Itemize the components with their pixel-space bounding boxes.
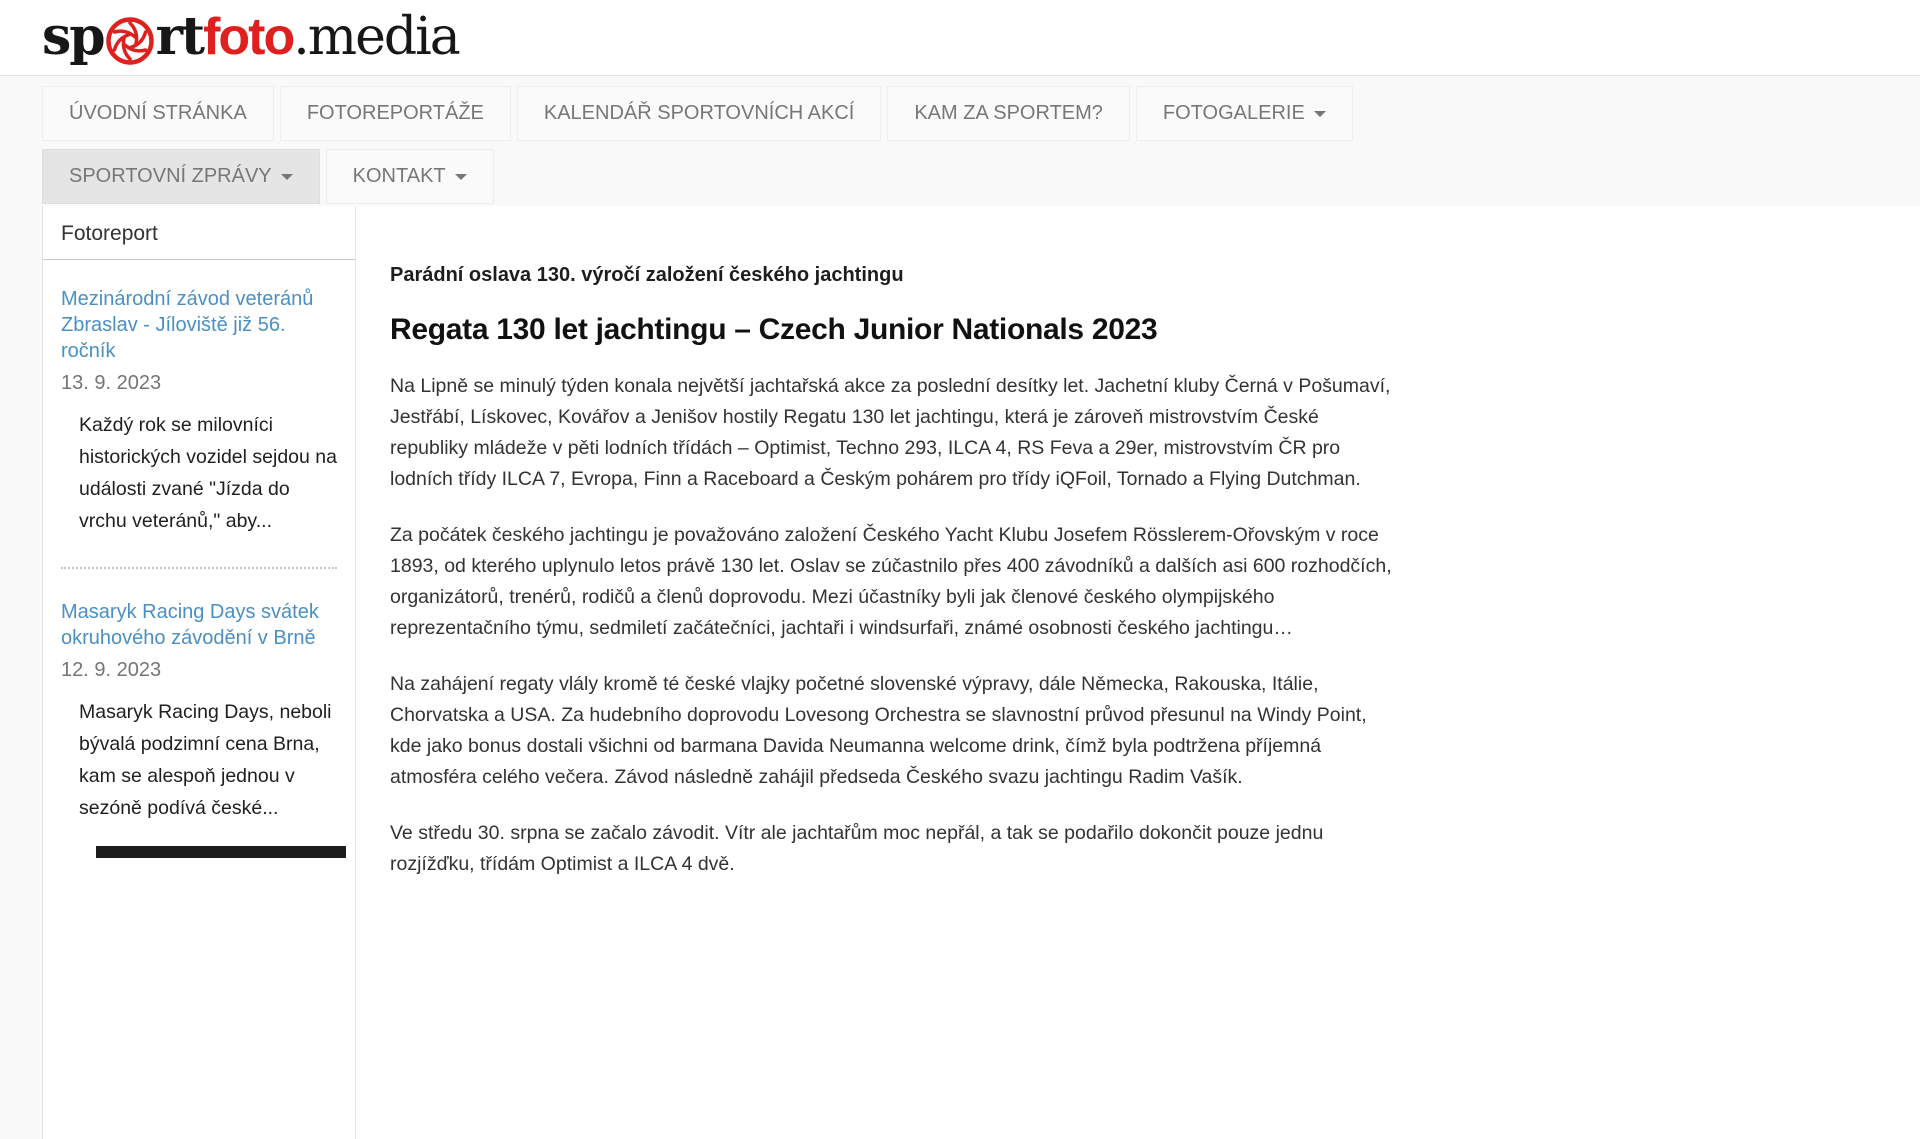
article-paragraph: Na Lipně se minulý týden konala největší jachtařská akce za poslední desítky let. Jachetní kluby Černá v Pošumaví, Jestřábí, Lískovec, Kovářov a Jenišov hostily Regatu 130 let jachtingu, která je zároveň mistrovstvím České republiky mládeže v pěti lodních třídách – Optimist, Techno 293, ILCA 4, RS Feva a 29er, mistrovstvím ČR pro lodních třídy ILCA 7, Evropa, Finn a Raceboard a Českým pohárem pro třídy iQFoil, Tornado a Flying Dutchman. [390, 375, 1391, 490]
logo-text-foto: foto [203, 7, 294, 66]
nav-item-label: ÚVODNÍ STRÁNKA [69, 102, 247, 124]
nav-item-kalendar-sportovnich-akci[interactable] [517, 86, 881, 141]
chevron-down-icon [281, 174, 293, 180]
site-logo[interactable] [42, 5, 469, 67]
sidebar-article-excerpt: Masaryk Racing Days, neboli bývalá podzimní cena Brna, kam se alespoň jednou v sezóně podívá české... [79, 701, 332, 819]
nav-item-fotoreportaze[interactable] [280, 86, 511, 141]
article-kicker: Parádní oslava 130. výročí založení českého jachtingu [390, 264, 904, 286]
nav-item-label: SPORTOVNÍ ZPRÁVY [69, 165, 272, 187]
nav-item-uvodni-stranka[interactable] [42, 86, 274, 141]
nav-item-fotogalerie[interactable] [1136, 86, 1353, 141]
nav-item-sportovni-zpravy[interactable] [42, 149, 320, 204]
nav-item-label: KAM ZA SPORTEM? [914, 102, 1103, 124]
nav-row-2 [42, 149, 1878, 204]
nav-row-1 [42, 86, 1878, 141]
nav-item-kontakt[interactable] [326, 149, 494, 204]
content-area [0, 206, 1920, 1139]
article-paragraph: Za počátek českého jachtingu je považováno založení Českého Yacht Klubu Josefem Rösslerem-Ořovským v roce 1893, od kterého uplynulo letos právě 130 let. Oslav se zúčastnilo přes 400 závodníků a dalších asi 600 rozhodčích, organizátorů, trenérů, rodičů a členů doprovodu. Mezi účastníky byli jak členové českého olympijského reprezentačního týmu, sedmiletí začátečníci, jachtaři i windsurfaři, známé osobnosti českého jachtingu… [390, 524, 1392, 639]
list-item [43, 260, 355, 537]
chevron-down-icon [1314, 111, 1326, 117]
chevron-down-icon [455, 174, 467, 180]
nav-item-kam-za-sportem[interactable] [887, 86, 1130, 141]
site-header [0, 0, 1920, 76]
article-body [390, 264, 1402, 880]
sidebar-article-excerpt: Každý rok se milovníci historických vozidel sejdou na události zvané "Jízda do vrchu veteránů," aby... [79, 414, 337, 532]
sidebar-article-link-veterans-race[interactable]: Mezinárodní závod veteránů Zbraslav - Jíloviště již 56. ročník [61, 288, 314, 362]
article-thumbnail-partial [96, 846, 346, 858]
logo-text-rt: rt [155, 5, 204, 67]
fotoreport-sidebar [42, 206, 356, 1139]
article-main [356, 206, 1920, 1139]
page-title: Regata 130 let jachtingu – Czech Junior Nationals 2023 [390, 313, 1158, 346]
sidebar-article-date: 13. 9. 2023 [61, 372, 162, 394]
article-paragraph: Na zahájení regaty vlály kromě té české vlajky početné slovenské výpravy, dále Německa, Rakouska, Itálie, Chorvatska a USA. Za hudebního doprovodu Lovesong Orchestra se slavnostní průvod přesunul na Windy Point, kde jako bonus dostali všichni od barmana Davida Neumanna welcome drink, čímž byla podtržena příjemná atmosféra celého večera. Závod následně zahájil předseda Českého svazu jachtingu Radim Vašík. [390, 673, 1367, 788]
nav-item-label: KONTAKT [352, 165, 446, 187]
dotted-divider [61, 567, 337, 569]
nav-item-label: FOTOGALERIE [1162, 102, 1305, 124]
nav-item-label: KALENDÁŘ SPORTOVNÍCH AKCÍ [543, 102, 855, 124]
main-navigation [0, 76, 1920, 204]
logo-text-sp: sp [42, 5, 104, 67]
logo-text-media: .media [293, 6, 459, 67]
sidebar-heading: Fotoreport [43, 206, 355, 260]
sidebar-article-date: 12. 9. 2023 [61, 659, 162, 681]
article-paragraph: Ve středu 30. srpna se začalo závodit. Vítr ale jachtařům moc nepřál, a tak se podařilo dokončit pouze jednu rozjížďku, třídám Optimist a ILCA 4 dvě. [390, 822, 1324, 875]
camera-aperture-icon [105, 16, 155, 70]
sidebar-article-link-masaryk-racing-days[interactable]: Masaryk Racing Days svátek okruhového závodění v Brně [61, 601, 319, 649]
nav-item-label: FOTOREPORTÁŽE [306, 102, 484, 124]
list-item [43, 573, 355, 824]
